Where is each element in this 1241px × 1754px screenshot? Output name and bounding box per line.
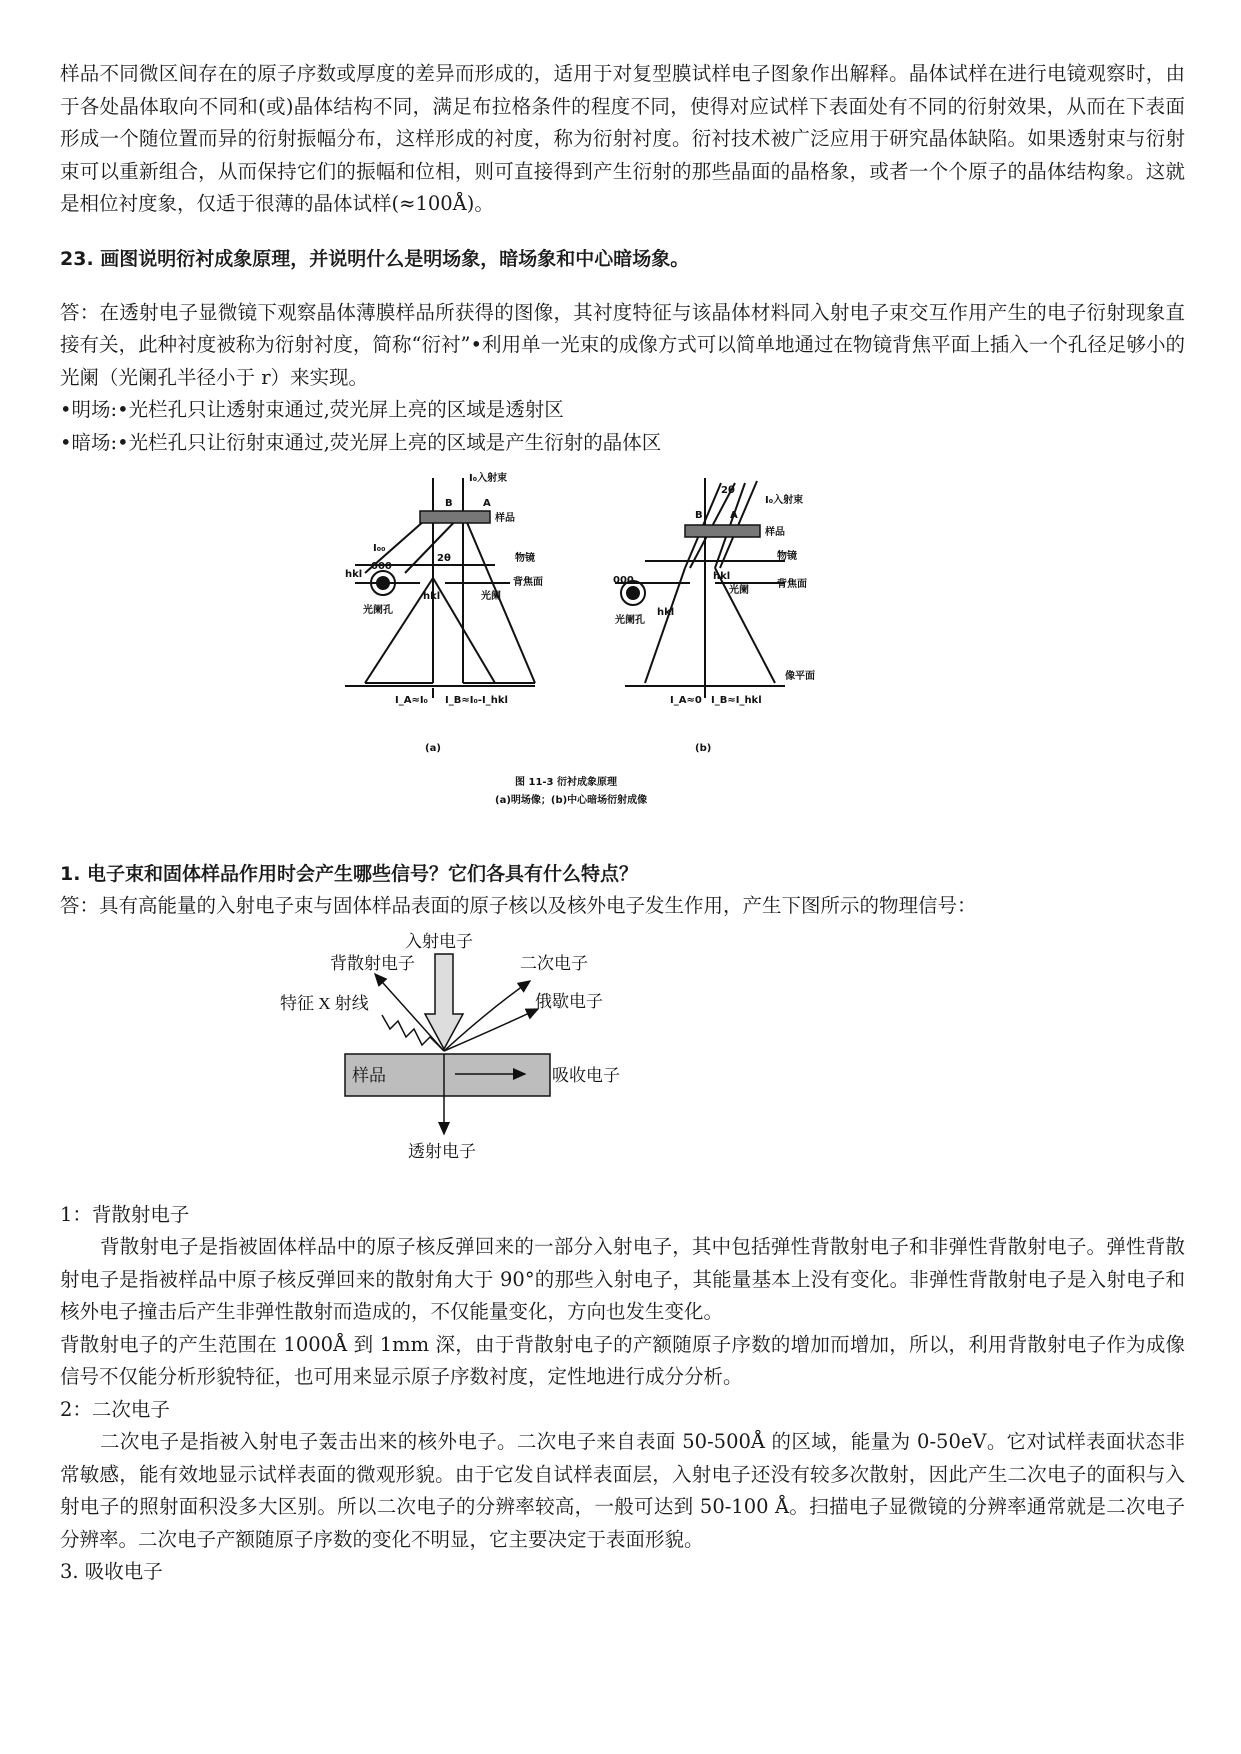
- fig-a-000-label: 000: [371, 561, 392, 572]
- fig-a-i00-label: I₀₀: [373, 543, 386, 554]
- fig-a-hole-label: 光阑孔: [363, 605, 393, 616]
- electron-signals-diagram: [280, 929, 720, 1199]
- section-2-paragraph-1: 二次电子是指被入射电子轰击出来的核外电子。二次电子来自表面 50-500Å 的区域，能量为 0-50eV。它对试样表面状态非常敏感，能有效地显示试样表面的微观形貌。由于它发自试样表面层，入射电子还没有较多次散射，因此产生二次电子的面积与入射电子的照射面积没多大区别。所以二次电子的分辨率较高，一般可达到 50-100 Å。扫描电子显微镜的分辨率通常就是二次电子分辨率。二次电子产额随原子序数的变化不明显，它主要决定于表面形貌。: [60, 1430, 1185, 1551]
- fig-b-ib-label: I_B≈I_hkl: [711, 695, 762, 706]
- fig-b-point-b: B: [695, 510, 703, 521]
- fig-label-a: (a): [425, 743, 441, 754]
- fig-a-point-a: A: [483, 498, 491, 509]
- fig-b-aperture-label: 光阑: [729, 585, 749, 596]
- secondary-electron-label: 二次电子: [520, 953, 588, 973]
- fig-b-incident-label: I₀入射束: [765, 495, 804, 506]
- fig-a-sample-label: 样品: [495, 513, 515, 524]
- fig-a-point-b: B: [445, 498, 453, 509]
- fig-caption-title: 图 11-3 衍衬成象原理: [515, 777, 617, 788]
- fig-a-ia-label: I_A≈I₀: [395, 695, 428, 706]
- section-2-title: 2：二次电子: [60, 1397, 170, 1421]
- fig-a-2theta-label: 2θ: [437, 553, 451, 564]
- fig-a-lens-label: 物镜: [515, 553, 535, 564]
- diffraction-contrast-diagram: [345, 473, 905, 848]
- fig-a-hkl-label: hkl: [423, 591, 441, 602]
- bright-field-note: •明场:•光栏孔只让透射束通过,荧光屏上亮的区域是透射区: [60, 398, 564, 421]
- fig-a-backfocal-label: 背焦面: [513, 577, 543, 588]
- electron-signals-figure: [280, 929, 720, 1199]
- fig-b-lens-label: 物镜: [777, 551, 797, 562]
- answer-1: 答：具有高能量的入射电子束与固体样品表面的原子核以及核外电子发生作用，产生下图所示的物理信号：: [60, 894, 977, 917]
- fig-b-image-plane-label: 像平面: [785, 671, 815, 682]
- question-1: 1. 电子束和固体样品作用时会产生哪些信号？它们各具有什么特点？: [60, 863, 639, 885]
- dark-field-note: •暗场:•光栏孔只让衍射束通过,荧光屏上亮的区域是产生衍射的晶体区: [60, 430, 662, 454]
- fig-a-ib-label: I_B≈I₀-I_hkl: [445, 695, 508, 706]
- section-3-title: 3. 吸收电子: [60, 1560, 163, 1583]
- sample-label: 样品: [352, 1065, 386, 1085]
- fig-b-000-label: 000: [613, 575, 634, 586]
- question-23: 23. 画图说明衍衬成象原理，并说明什么是明场象，暗场象和中心暗场象。: [60, 247, 690, 270]
- backscatter-electron-label: 背散射电子: [330, 953, 415, 973]
- fig-a-aperture-label: 光阑: [481, 591, 501, 602]
- diffraction-contrast-figure: [345, 473, 905, 848]
- fig-b-ia-label: I_A≈0: [670, 695, 702, 706]
- section-1-title: 1：背散射电子: [60, 1202, 190, 1226]
- transmitted-electron-label: 透射电子: [408, 1141, 476, 1161]
- fig-label-b: (b): [695, 743, 712, 754]
- fig-b-hkl-label: hkl: [713, 571, 731, 582]
- fig-b-sample-label: 样品: [765, 527, 785, 538]
- section-1-paragraph-1: 背散射电子是指被固体样品中的原子核反弹回来的一部分入射电子，其中包括弹性背散射电子和非弹性背散射电子。弹性背散射电子是指被样品中原子核反弹回来的散射角大于 90°的那些入射电子，其能量基本上没有变化。非弹性背散射电子是入射电子和核外电子撞击后产生非弹性散射而造成的，不仅能量变化，方向也发生变化。: [60, 1235, 1185, 1323]
- fig-a-hkl-left-label: hkl: [345, 569, 363, 580]
- incident-electron-label: 入射电子: [405, 931, 473, 951]
- fig-b-2theta-label: 2θ: [721, 485, 735, 496]
- fig-b-backfocal-label: 背焦面: [777, 579, 807, 590]
- document-page: [60, 58, 1185, 1589]
- fig-a-incident-label: I₀入射束: [469, 473, 508, 484]
- fig-b-point-a: A: [730, 510, 738, 521]
- section-1-paragraph-2: 背散射电子的产生范围在 1000Å 到 1mm 深，由于背散射电子的产额随原子序数的增加而增加，所以，利用背散射电子作为成像信号不仅能分析形貌特征，也可用来显示原子序数衬度，定性地进行成分分析。: [60, 1332, 1185, 1388]
- fig-b-hole-label: 光阑孔: [615, 615, 645, 626]
- fig-b-hkl2-label: hkl: [657, 607, 675, 618]
- fig-caption-sub: (a)明场像；(b)中心暗场衍射成像: [495, 795, 648, 806]
- answer-23: 答：在透射电子显微镜下观察晶体薄膜样品所获得的图像，其衬度特征与该晶体材料同入射电子束交互作用产生的电子衍射现象直接有关，此种衬度被称为衍射衬度，简称“衍衬”•利用单一光束的成像方式可以简单地通过在物镜背焦平面上插入一个孔径足够小的光阑（光阑孔半径小于 r）来实现。: [60, 300, 1185, 389]
- paragraph-contrast-intro: 样品不同微区间存在的原子序数或厚度的差异而形成的，适用于对复型膜试样电子图象作出解释。晶体试样在进行电镜观察时，由于各处晶体取向不同和(或)晶体结构不同，满足布拉格条件的程度不同，使得对应试样下表面处有不同的衍射效果，从而在下表面形成一个随位置而异的衍射振幅分布，这样形成的衬度，称为衍射衬度。衍衬技术被广泛应用于研究晶体缺陷。如果透射束与衍射束可以重新组合，从而保持它们的振幅和位相，则可直接得到产生衍射的那些晶面的晶格象，或者一个个原子的晶体结构象。这就是相位衬度象，仅适于很薄的晶体试样(≈100Å)。: [60, 62, 1185, 215]
- auger-electron-label: 俄歇电子: [535, 991, 603, 1011]
- xray-label: 特征 X 射线: [280, 993, 369, 1013]
- absorbed-electron-label: 吸收电子: [552, 1065, 620, 1085]
